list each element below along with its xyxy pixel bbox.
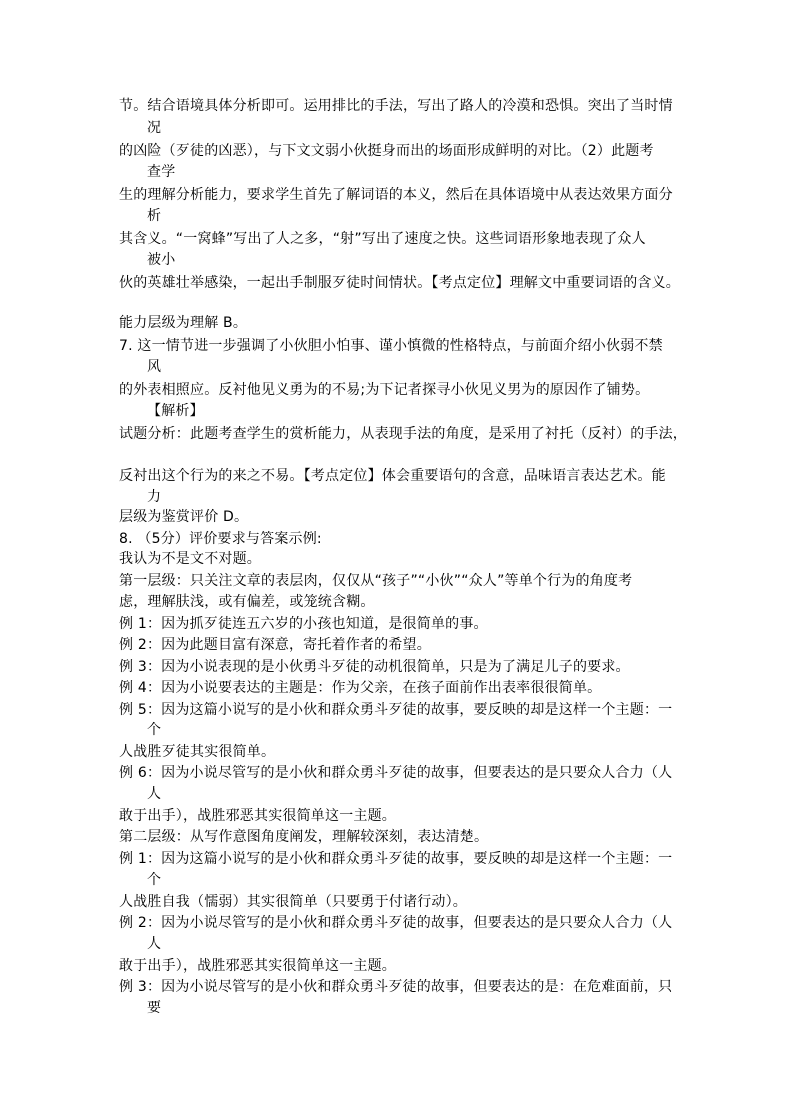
level-one-heading: 第一层级：只关注文章的表层肉，仅仅从“孩子”“小伙”“众人”等单个行为的角度考	[119, 573, 633, 589]
example-line: 例 3：因为小说表现的是小伙勇斗歹徒的动机很简单，只是为了满足儿子的要求。	[119, 659, 630, 675]
example-line: 例 3：因为小说尽管写的是小伙和群众勇斗歹徒的故事，但要表达的是：在危难面前，只	[119, 979, 673, 995]
question-7: 7. 这一情节进一步强调了小伙胆小怕事、谨小慎微的性格特点，与前面介绍小伙弱不禁	[119, 338, 663, 354]
text-line: 析	[147, 208, 162, 224]
level-two-heading: 第二层级：从写作意图角度阐发，理解较深刻，表达清楚。	[119, 829, 489, 845]
question-8: 8. （5分）评价要求与答案示例:	[119, 531, 322, 547]
text-line: 要	[147, 1000, 162, 1016]
text-line: 试题分析：此题考查学生的赏析能力，从表现手法的角度，是采用了衬托（反衬）的手法，	[119, 426, 687, 442]
text-line: 况	[147, 120, 162, 136]
example-line: 例 4：因为小说要表达的主题是：作为父亲，在孩子面前作出表率很很简单。	[119, 680, 602, 696]
text-line: 我认为不是文不对题。	[119, 551, 261, 567]
text-line: 人战胜歹徒其实很简单。	[119, 744, 276, 760]
text-line: 能力层级为理解 B。	[119, 315, 248, 331]
example-line: 例 2：因为此题目富有深意，寄托着作者的希望。	[119, 637, 431, 653]
text-line: 敢于出手），战胜邪恶其实很简单这一主题。	[119, 808, 396, 824]
example-line: 例 1：因为抓歹徒连五六岁的小孩也知道，是很简单的事。	[119, 616, 488, 632]
text-line: 个	[147, 872, 162, 888]
example-line: 例 2：因为小说尽管写的是小伙和群众勇斗歹徒的故事，但要表达的是只要众人合力（人	[119, 915, 673, 931]
example-line: 例 6：因为小说尽管写的是小伙和群众勇斗歹徒的故事，但要表达的是只要众人合力（人	[119, 765, 673, 781]
text-line: 其含义。“一窝蜂”写出了人之多，“射”写出了速度之快。这些词语形象地表现了众人	[119, 231, 646, 247]
text-line: 生的理解分析能力，要求学生首先了解词语的本义，然后在具体语境中从表达效果方面分	[119, 187, 673, 203]
text-line: 个	[147, 722, 162, 738]
text-line: 的凶险（歹徒的凶恶），与下文文弱小伙挺身而出的场面形成鲜明的对比。（2）此题考	[119, 143, 654, 159]
text-line: 反衬出这个行为的来之不易。【考点定位】体会重要语句的含意，品味语言表达艺术。能	[119, 468, 666, 484]
text-line: 人	[147, 786, 162, 802]
text-line: 的外表相照应。反衬他见义勇为的不易;为下记者探寻小伙见义男为的原因作了铺势。	[119, 382, 650, 398]
text-line: 人	[147, 936, 162, 952]
text-line: 层级为鉴赏评价 D。	[119, 509, 249, 525]
text-line: 敢于出手），战胜邪恶其实很简单这一主题。	[119, 958, 396, 974]
text-line: 节。结合语境具体分析即可。运用排比的手法，写出了路人的冷漠和恐惧。突出了当时情	[119, 98, 673, 114]
text-line: 被小	[147, 252, 176, 268]
text-line: 伙的英雄壮举感染，一起出手制服歹徒时间情状。【考点定位】理解文中重要词语的含义。	[119, 275, 680, 291]
text-line: 人战胜自我（懦弱）其实很简单（只要勇于付诸行动）。	[119, 894, 467, 910]
text-line: 查学	[147, 164, 176, 180]
text-line: 力	[147, 489, 162, 505]
example-line: 例 1：因为这篇小说写的是小伙和群众勇斗歹徒的故事，要反映的却是这样一个主题：一	[119, 851, 673, 867]
text-line: 虑，理解肤浅，或有偏差，或笼统含糊。	[119, 594, 375, 610]
text-line: 风	[147, 359, 162, 375]
example-line: 例 5：因为这篇小说写的是小伙和群众勇斗歹徒的故事，要反映的却是这样一个主题：一	[119, 702, 673, 718]
analysis-heading: 【解析】	[147, 403, 204, 419]
